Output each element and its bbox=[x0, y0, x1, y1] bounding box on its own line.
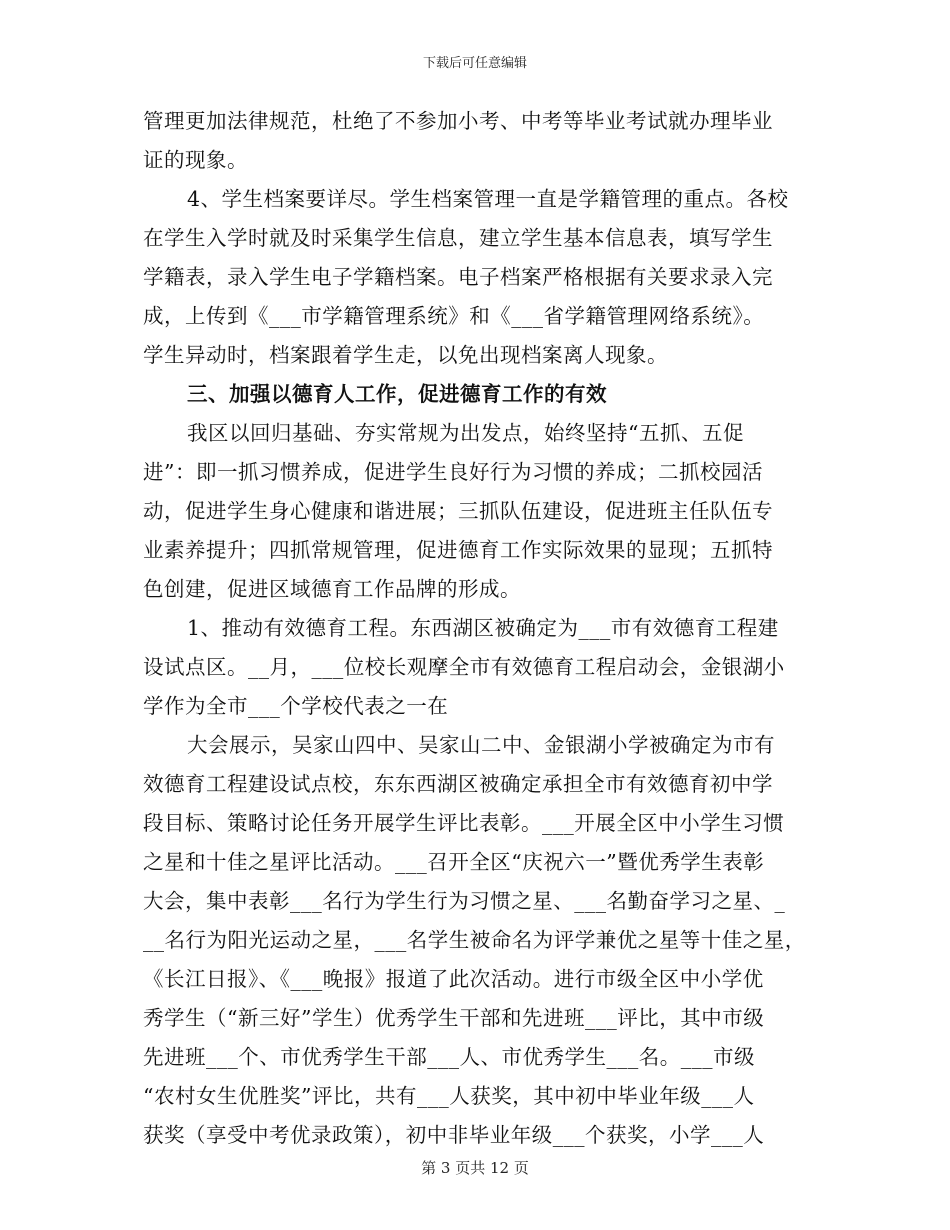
text-line: 获奖（享受中考优录政策），初中非毕业年级___个获奖，小学___人 bbox=[143, 1123, 765, 1147]
text-line: 我区以回归基础、夯实常规为出发点，始终坚持“五抓、五促 bbox=[187, 421, 744, 445]
section-heading: 三、加强以德育人工作，促进德育工作的有效 bbox=[187, 382, 607, 406]
text-line: __名行为阳光运动之星，___名学生被命名为评学兼优之星等十佳之星， bbox=[143, 928, 806, 952]
text-line: 业素养提升；四抓常规管理，促进德育工作实际效果的显现；五抓特 bbox=[143, 538, 773, 562]
text-line: 学作为全市___个学校代表之一在 bbox=[143, 694, 449, 718]
page-header: 下载后可任意编辑 bbox=[422, 56, 527, 71]
text-line: 之星和十佳之星评比活动。___召开全区“庆祝六一”暨优秀学生表彰 bbox=[143, 850, 765, 874]
text-line: 段目标、策略讨论任务开展学生评比表彰。___开展全区中小学生习惯 bbox=[143, 811, 785, 835]
text-line: 在学生入学时就及时采集学生信息，建立学生基本信息表，填写学生 bbox=[143, 226, 773, 250]
text-line: 先进班___个、市优秀学生干部___人、市优秀学生___名。___市级 bbox=[143, 1045, 755, 1069]
page-footer: 第 3 页共 12 页 bbox=[421, 1159, 529, 1177]
text-line: 秀学生（“新三好”学生）优秀学生干部和先进班___评比，其中市级 bbox=[143, 1006, 765, 1030]
text-line: 成，上传到《___市学籍管理系统》和《___省学籍管理网络系统》。 bbox=[143, 304, 765, 328]
text-line: 1、推动有效德育工程。东西湖区被确定为___市有效德育工程建 bbox=[187, 616, 779, 640]
text-line: 学生异动时，档案跟着学生走，以免出现档案离人现象。 bbox=[143, 343, 668, 367]
text-line: 效德育工程建设试点校，东东西湖区被确定承担全市有效德育初中学 bbox=[143, 772, 773, 796]
text-line: 管理更加法律规范，杜绝了不参加小考、中考等毕业考试就办理毕业 bbox=[143, 109, 773, 133]
document-body bbox=[143, 102, 813, 1155]
text-line: 学籍表，录入学生电子学籍档案。电子档案严格根据有关要求录入完 bbox=[143, 265, 773, 289]
text-line: 进”：即一抓习惯养成，促进学生良好行为习惯的养成；二抓校园活 bbox=[143, 460, 763, 484]
text-line: 色创建，促进区域德育工作品牌的形成。 bbox=[143, 577, 521, 601]
text-line: 大会，集中表彰___名行为学生行为习惯之星、___名勤奋学习之星、_ bbox=[143, 889, 786, 913]
text-line: 《长江日报》、《___晚报》报道了此次活动。进行市级全区中小学优 bbox=[143, 967, 764, 991]
text-line: 设试点区。__月，___位校长观摩全市有效德育工程启动会，金银湖小 bbox=[143, 655, 785, 679]
text-line: 大会展示，吴家山四中、吴家山二中、金银湖小学被确定为市有 bbox=[187, 733, 775, 757]
text-line: 4、学生档案要详尽。学生档案管理一直是学籍管理的重点。各校 bbox=[187, 187, 789, 211]
text-line: 证的现象。 bbox=[143, 148, 248, 172]
text-line: 动，促进学生身心健康和谐进展；三抓队伍建设，促进班主任队伍专 bbox=[143, 499, 773, 523]
text-line: “农村女生优胜奖”评比，共有___人获奖，其中初中毕业年级___人 bbox=[143, 1084, 755, 1108]
